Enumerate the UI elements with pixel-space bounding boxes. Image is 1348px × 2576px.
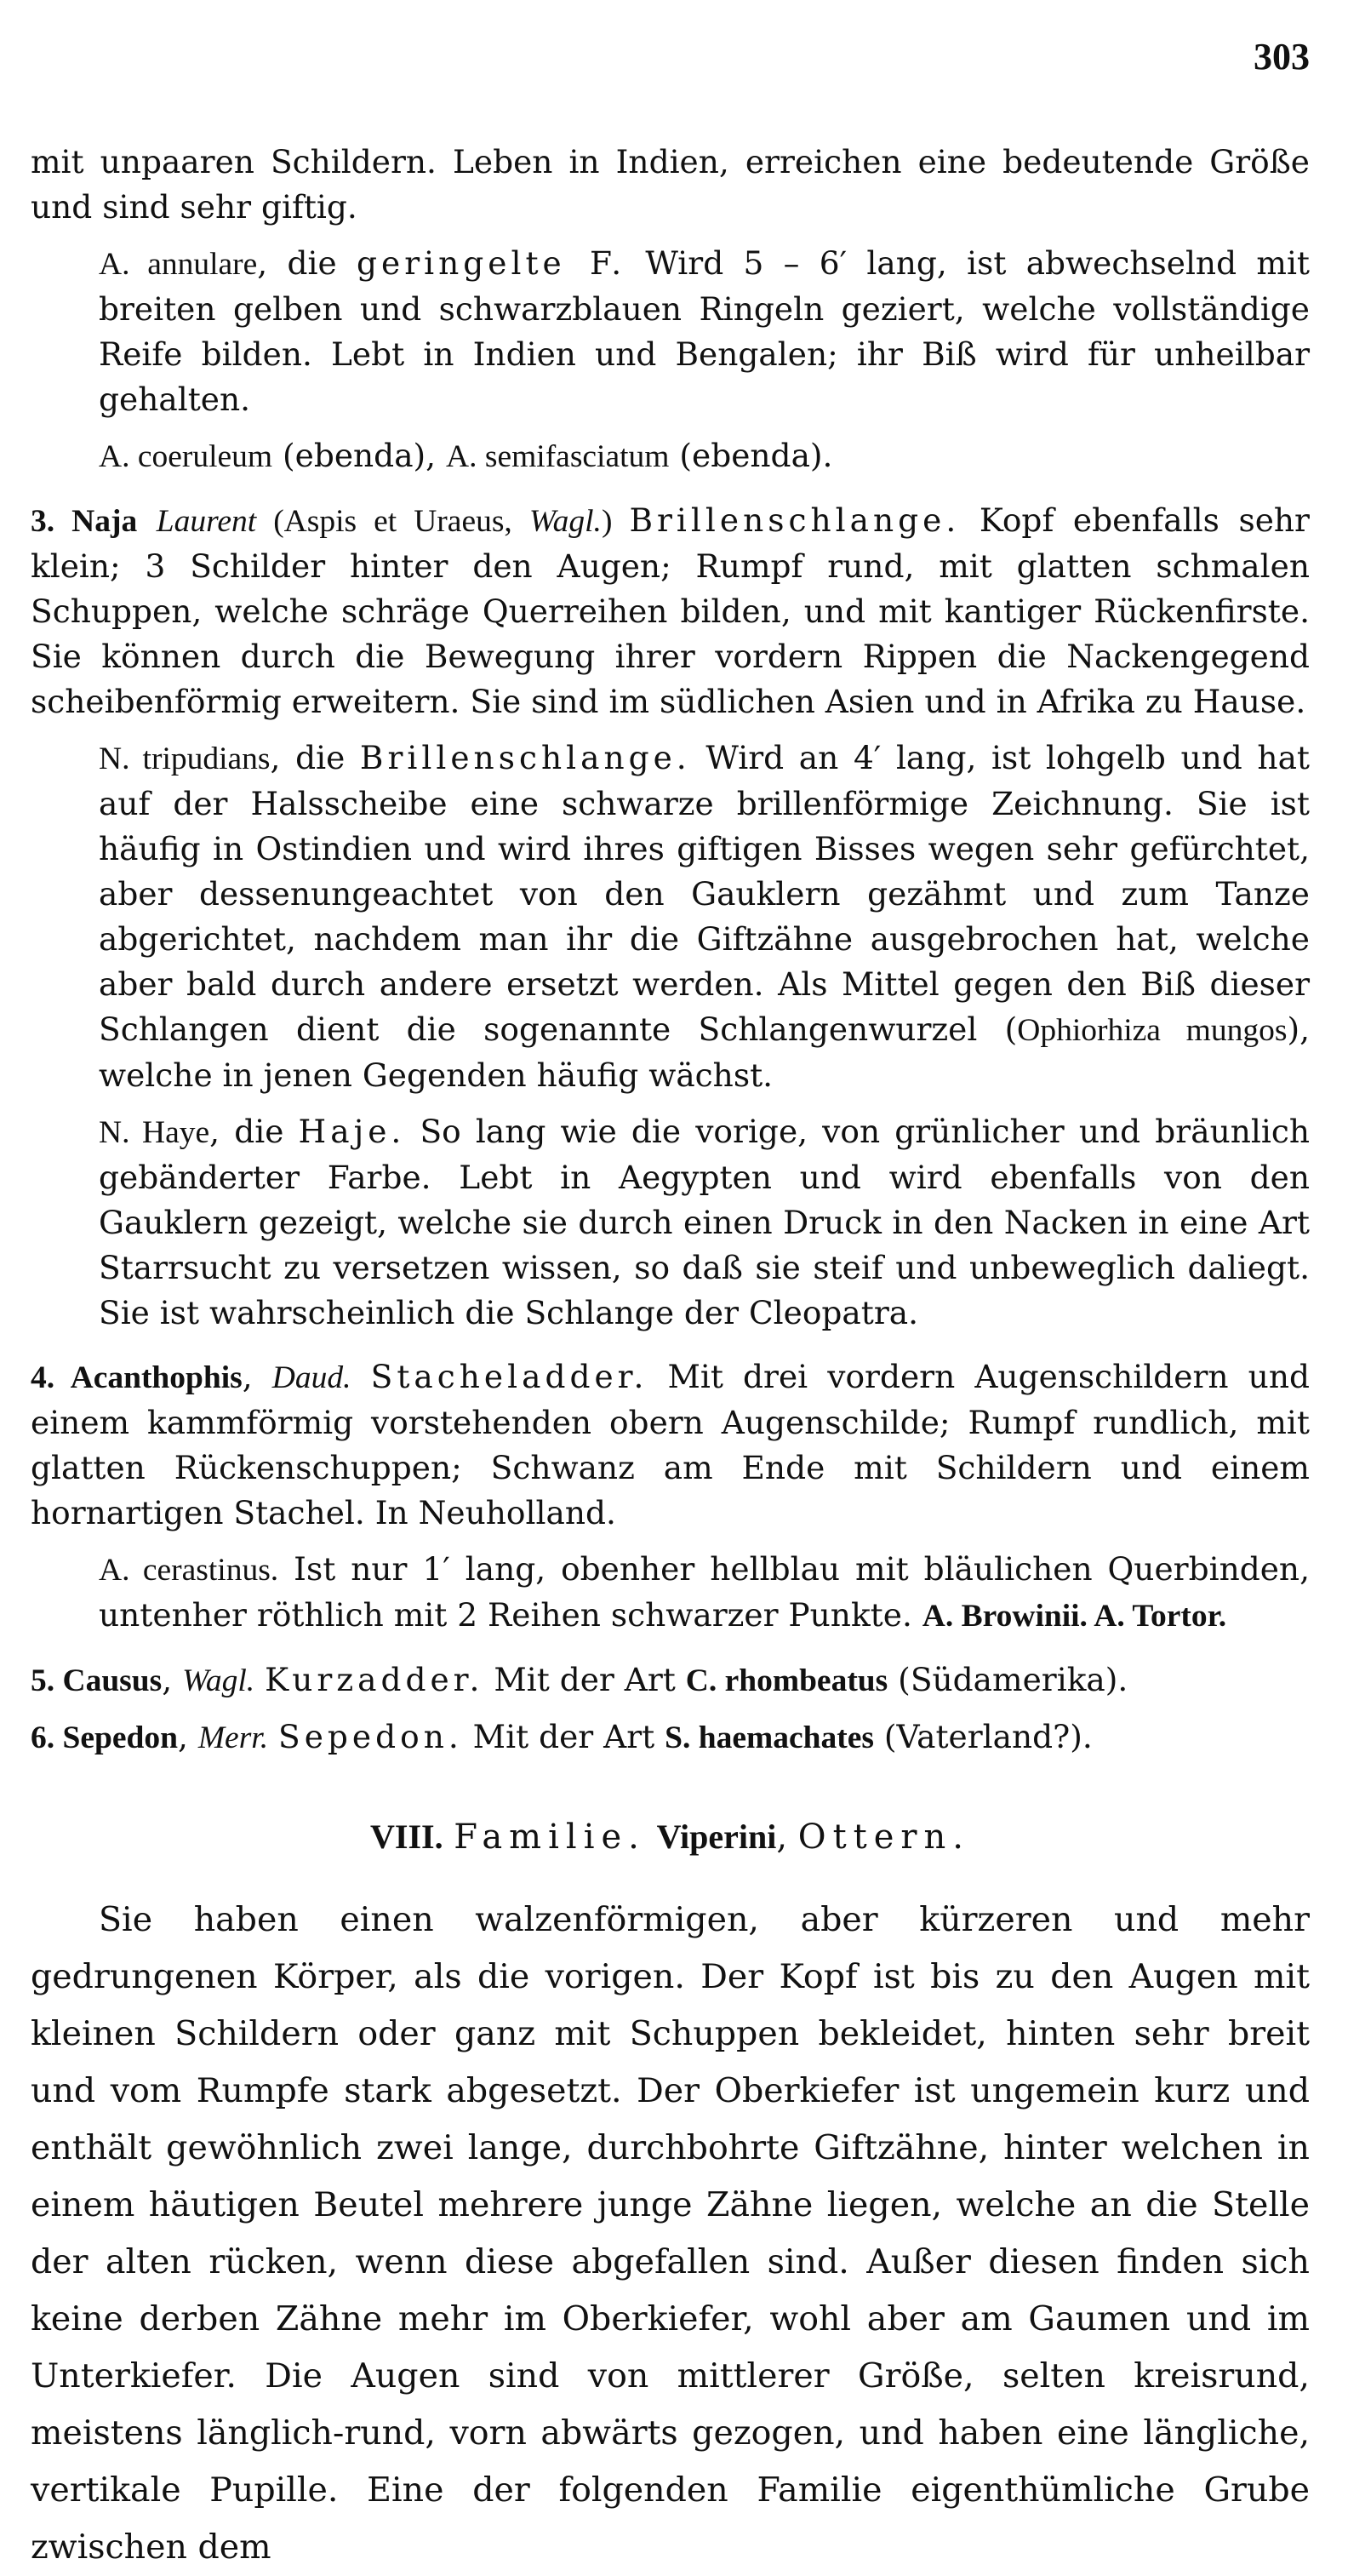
separator: ,: [177, 1718, 198, 1755]
family-heading: [31, 1813, 1310, 1861]
genus-author: Wagl.: [182, 1663, 255, 1698]
separator: , die: [270, 739, 360, 776]
species-name: A. annulare: [99, 247, 258, 282]
genus-description: Kopf ebenfalls sehr klein; 3 Schilder hinter den Augen; Rumpf rund, mit glatten schmalen Schuppen, welche schräge Querreihen bilden, und mit kantiger Rückenfirste. Sie können durch die Bewegung ihrer vordern Rippen die Nackengegend scheibenförmig erweitern. Sie sind im südlichen Asien und in Afrika zu Hause.: [31, 501, 1310, 720]
species-a-coeruleum: [31, 433, 1310, 479]
species-description: Wird 5 – 6′ lang, ist abwechselnd mit breiten gelben und schwarzblauen Ringeln geziert, welche vollständige Reife bilden. Lebt in Indien und Bengalen; ihr Biß wird für unheilbar gehalten.: [99, 244, 1311, 418]
family-description: Sie haben einen walzenförmigen, aber kürzeren und mehr gedrungenen Körper, als die vorigen. Der Kopf ist bis zu den Augen mit kleinen Schildern oder ganz mit Schuppen bekleidet, hinten sehr breit und vom Rumpfe stark abgesetzt. Der Oberkiefer ist ungemein kurz und enthält gewöhnlich zwei lange, durchbohrte Giftzähne, hinter welchen in einem häutigen Beutel mehrere junge Zähne liegen, welche an die Stelle der alten rücken, wenn diese abgefallen sind. Außer diesen finden sich keine derben Zähne mehr im Oberkiefer, wohl aber am Gaumen und im Unterkiefer. Die Augen sind von mittlerer Größe, selten kreisrund, meistens länglich-rund, vorn abwärts gezogen, und haben eine längliche, vertikale Pupille. Eine der folgenden Familie eigenthümliche Grube zwischen dem: [31, 1900, 1310, 2567]
common-name: Kurzadder.: [265, 1661, 484, 1698]
species-a-cerastinus: [31, 1547, 1310, 1639]
separator: , die: [209, 1113, 299, 1150]
species-name: A. coeruleum: [99, 439, 273, 474]
species-name: N. tripudians: [99, 741, 271, 776]
common-name: Haje.: [298, 1113, 406, 1150]
family-german-name: Ottern.: [797, 1818, 971, 1857]
species-name: N. Haye: [99, 1115, 210, 1150]
species-description: Ist nur 1′ lang, obenher hellblau mit bläulichen Querbinden, untenher röthlich mit 2 Reihen schwarzer Punkte.: [99, 1550, 1310, 1634]
genus-description: Mit drei vordern Augenschildern und einem kammförmig vorstehenden obern Augenschilde; Rumpf rundlich, mit glatten Rückenschuppen; Schwanz am Ende mit Schildern und einem hornartigen Stachel. In Neuholland.: [31, 1358, 1310, 1531]
intro-paragraph: mit unpaaren Schildern. Leben in Indien, erreichen eine bedeutende Größe und sind sehr giftig.: [31, 143, 1310, 226]
common-name: Brillenschlange.: [359, 739, 691, 776]
species-description: (ebenda).: [669, 437, 833, 474]
species-description-end: ), welche in jenen Gegenden häufig wächst.: [99, 1010, 1310, 1094]
species-n-haye: [31, 1109, 1310, 1336]
page-number: 303: [1254, 36, 1310, 77]
synonym-author: Wagl.: [528, 504, 602, 539]
separator: ,: [776, 1818, 798, 1857]
latin-term: Ophiorhiza mungos: [1017, 1013, 1288, 1048]
species-name-extra: A. Browinii. A. Tortor.: [922, 1599, 1227, 1634]
species-name: A. cerastinus.: [99, 1553, 279, 1588]
species-description: Wird an 4′ lang, ist lohgelb und hat auf der Halsscheibe eine schwarze brillenförmige Zeichnung. Sie ist häufig in Ostindien und wird ihres giftigen Bisses wegen sehr gefürchtet, aber dessenungeachtet von den Gauklern gezähmt und zum Tanze abgerichtet, nachdem man ihr die Giftzähne ausgebrochen hat, welche aber bald durch andere ersetzt werden. Als Mittel gegen den Biß dieser Schlangen dient die sogenannte Schlangenwurzel (: [99, 739, 1310, 1048]
common-name: Sepedon.: [278, 1718, 463, 1755]
genus-acanthophis: [31, 1354, 1310, 1536]
species-description: So lang wie die vorige, von grünlicher und bräunlich gebänderter Farbe. Lebt in Aegypten und wird ebenfalls von den Gauklern gezeigt, welche sie durch einen Druck in den Nacken in eine Art Starrsucht zu versetzen wissen, so daß sie steif und unbeweglich daliegt. Sie ist wahrscheinlich die Schlange der Cleopatra.: [99, 1113, 1311, 1331]
species-n-tripudians: [31, 736, 1310, 1098]
separator: ,: [162, 1661, 183, 1698]
species-name: S. haemachates: [665, 1720, 874, 1755]
genus-author: Daud.: [271, 1360, 351, 1395]
genus-sepedon: [31, 1714, 1310, 1760]
family-word: Familie.: [454, 1818, 646, 1857]
common-name: Brillenschlange.: [629, 501, 961, 539]
genus-causus: [31, 1657, 1310, 1703]
genus-description-end: (Vaterland?).: [873, 1718, 1093, 1755]
species-description: (ebenda),: [272, 437, 447, 474]
genus-author: Laurent: [156, 504, 257, 539]
genus-name: 3. Naja: [31, 504, 138, 539]
genus-author: Merr.: [197, 1720, 269, 1755]
synonym-close: ): [601, 504, 630, 539]
common-name: geringelte F.: [357, 244, 626, 282]
separator: ,: [242, 1358, 272, 1395]
separator: , die: [257, 244, 357, 282]
species-name: A. semifasciatum: [446, 439, 670, 474]
genus-name: 6. Sepedon: [31, 1720, 178, 1755]
common-name: Stacheladder.: [370, 1358, 648, 1395]
family-number: VIII.: [369, 1818, 443, 1856]
genus-description-end: (Südamerika).: [888, 1661, 1128, 1698]
body-text: [31, 140, 1310, 2576]
genus-description: Mit der Art: [462, 1718, 665, 1755]
species-a-annulare: [31, 241, 1310, 422]
genus-name: 5. Causus: [31, 1663, 163, 1698]
genus-description: Mit der Art: [483, 1661, 686, 1698]
family-latin-name: Viperini: [656, 1818, 777, 1856]
species-name: C. rhombeatus: [685, 1663, 888, 1698]
genus-name: 4. Acanthophis: [31, 1360, 243, 1395]
synonym-text: (Aspis et Uraeus,: [256, 504, 529, 539]
genus-naja: [31, 498, 1310, 724]
